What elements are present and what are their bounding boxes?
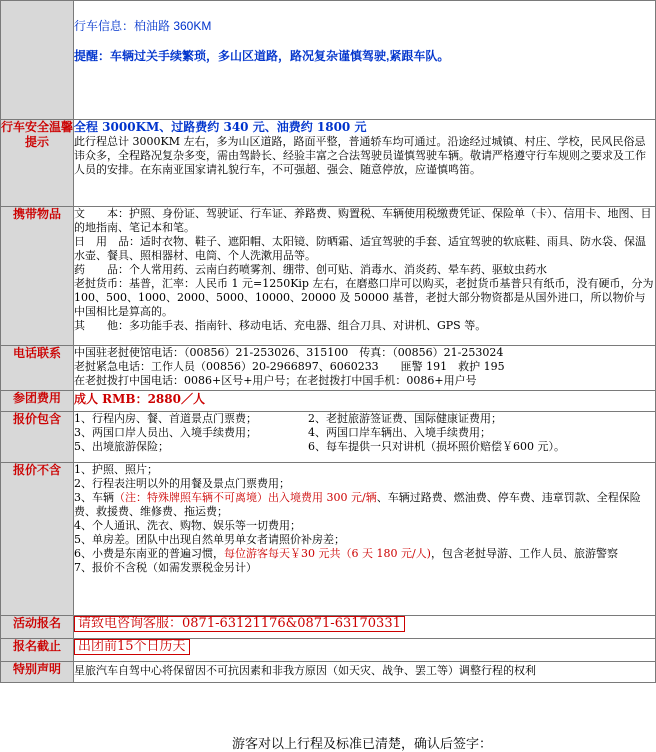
safety-label: 行车安全温馨提示 (1, 120, 74, 207)
include-item-3: 3、两国口岸人员出、入境手续费用； (74, 426, 257, 439)
safety-row (1, 120, 656, 207)
exclude-item-1: 1、护照、照片； (74, 463, 158, 476)
deadline-row (1, 639, 656, 662)
contact-cell (74, 346, 656, 391)
fee-label: 参团费用 (1, 391, 74, 412)
exclude-item-4: 4、个人通讯、洗衣、购物、娱乐等一切费用； (74, 519, 301, 532)
fee-text: 成人 RMB：2880／人 (74, 392, 205, 406)
items-line-documents: 文 本：护照、身份证、驾驶证、行车证、养路费、购置税、车辆使用税缴费凭证、保险单（卡）、信用卡、地图、目的地指南、笔记本和笔。 (74, 207, 652, 234)
include-item-4: 4、两国口岸车辆出、入境手续费用； (308, 426, 491, 439)
safety-headline: 全程 3000KM、过路费约 340 元、油费约 1800 元 (74, 120, 367, 134)
exclude-item-6-prefix: 6、小费是东南亚的普遍习惯， (74, 547, 224, 560)
exclude-item-3-suffix: 、车辆过路费、燃油费、停车费、违章罚款、全程保险费、救援费、维修费、拖运费； (74, 491, 641, 518)
contact-row (1, 346, 656, 391)
exclude-item-6-highlight: 每位游客每天￥30 元共（6 天 180 元/人) (224, 547, 431, 560)
statement-label: 特别声明 (1, 662, 74, 683)
signup-label: 活动报名 (1, 616, 74, 639)
info-cell (74, 1, 656, 120)
include-item-2: 2、老挝旅游签证费、国际健康证费用； (308, 412, 502, 425)
driving-info: 行车信息：柏油路 360KM (74, 19, 212, 33)
items-line-medicine: 药 品：个人常用药、云南白药喷雾剂、绷带、创可贴、消毒水、消炎药、晕车药、驱蚊虫药水 (74, 263, 547, 276)
items-row (1, 207, 656, 346)
deadline-label: 报名截止 (1, 639, 74, 662)
exclude-item-6-suffix: ，包含老挝导游、工作人员、旅游警察 (430, 547, 618, 560)
exclude-item-2: 2、行程表注明以外的用餐及景点门票费用； (74, 477, 290, 490)
deadline-text: 出团前15个日历天 (74, 639, 190, 655)
excludes-row (1, 463, 656, 616)
statement-text: 星旅汽车自驾中心将保留因不可抗因素和非我方原因（如天灾、战争、罢工等）调整行程的权利 (74, 664, 536, 677)
statement-cell (74, 662, 656, 683)
info-label-cell (1, 1, 74, 120)
fee-row (1, 391, 656, 412)
exclude-item-3-highlight: （注：特殊牌照车辆不可离境）出入境费用 300 元/辆 (114, 491, 377, 504)
deadline-cell (74, 639, 656, 662)
exclude-item-3 (74, 491, 655, 519)
signup-cell (74, 616, 656, 639)
signup-contact[interactable]: 请致电咨询客服：0871-63121176&0871-63170331 (74, 616, 405, 632)
items-line-daily: 日 用 品：适时衣物、鞋子、遮阳帽、太阳镜、防晒霜、适宜驾驶的手套、适宜驾驶的软底鞋、雨具、防水袋、保温水壶、餐具、照相器材、电筒、个人洗漱用品等。 (74, 235, 646, 262)
contact-dialing: 在老挝拨打中国电话：0086+区号+用户号；在老挝拨打中国手机：0086+用户号 (74, 374, 477, 387)
exclude-item-3-prefix: 3、车辆 (74, 491, 114, 504)
statement-row (1, 662, 656, 683)
excludes-label: 报价不含 (1, 463, 74, 616)
contact-emergency: 老挝紧急电话：工作人员（00856）20-2966897、6060233 匪警 191 救护 195 (74, 360, 505, 373)
signup-row (1, 616, 656, 639)
fee-cell (74, 391, 656, 412)
contact-label: 电话联系 (1, 346, 74, 391)
includes-label: 报价包含 (1, 412, 74, 463)
items-line-other: 其 他：多功能手表、指南针、移动电话、充电器、组合刀具、对讲机、GPS 等。 (74, 319, 487, 332)
includes-cell (74, 412, 656, 463)
include-item-5: 5、出境旅游保险； (74, 440, 169, 453)
info-row (1, 1, 656, 120)
include-item-1: 1、行程内房、餐、首道景点门票费； (74, 412, 257, 425)
exclude-item-7: 7、报价不含税（如需发票税金另计） (74, 561, 257, 574)
include-item-6: 6、每车提供一只对讲机（损坏照价赔偿￥600 元）。 (308, 440, 565, 453)
includes-row (1, 412, 656, 463)
exclude-item-5: 5、单房差。团队中出现自然单男单女者请照价补房差； (74, 533, 345, 546)
items-cell (74, 207, 656, 346)
reminder-text: 提醒：车辆过关手续繁琐，多山区道路，路况复杂谨慎驾驶,紧跟车队。 (74, 49, 450, 63)
safety-cell (74, 120, 656, 207)
includes-grid (74, 412, 655, 454)
contact-embassy: 中国驻老挝使馆电话：（00856）21-253026、315100 传真：（00856）21-253024 (74, 346, 504, 359)
exclude-item-6 (74, 547, 655, 561)
safety-body: 此行程总计 3000KM 左右，多为山区道路，路面平整，普通轿车均可通过。沿途经过城镇、村庄、学校，民风民俗忌讳众多，全程路况复杂多变，需由驾龄长、经验丰富之合法驾驶员谨慎驾驶车辆。敬请严格遵守行车规则之要求及工作人员的安排。在东南亚国家请礼貌行车，不可强超、强会、随意停放，应谨慎鸣笛。 (74, 135, 646, 176)
items-label: 携带物品 (1, 207, 74, 346)
signature-line: 游客对以上行程及标准已清楚，确认后签字： (232, 737, 493, 752)
excludes-cell (74, 463, 656, 616)
items-line-currency: 老挝货币：基普，汇率：人民币 1 元=1250Kip 左右，在磨憨口岸可以购买，老挝货币基普只有纸币，没有硬币，分为 100、500、1000、2000、5000、10000、20000 及 50000 基普，老挝大部分物资都是从国外进口，所以物价与中国相比是算高的。 (74, 277, 654, 318)
